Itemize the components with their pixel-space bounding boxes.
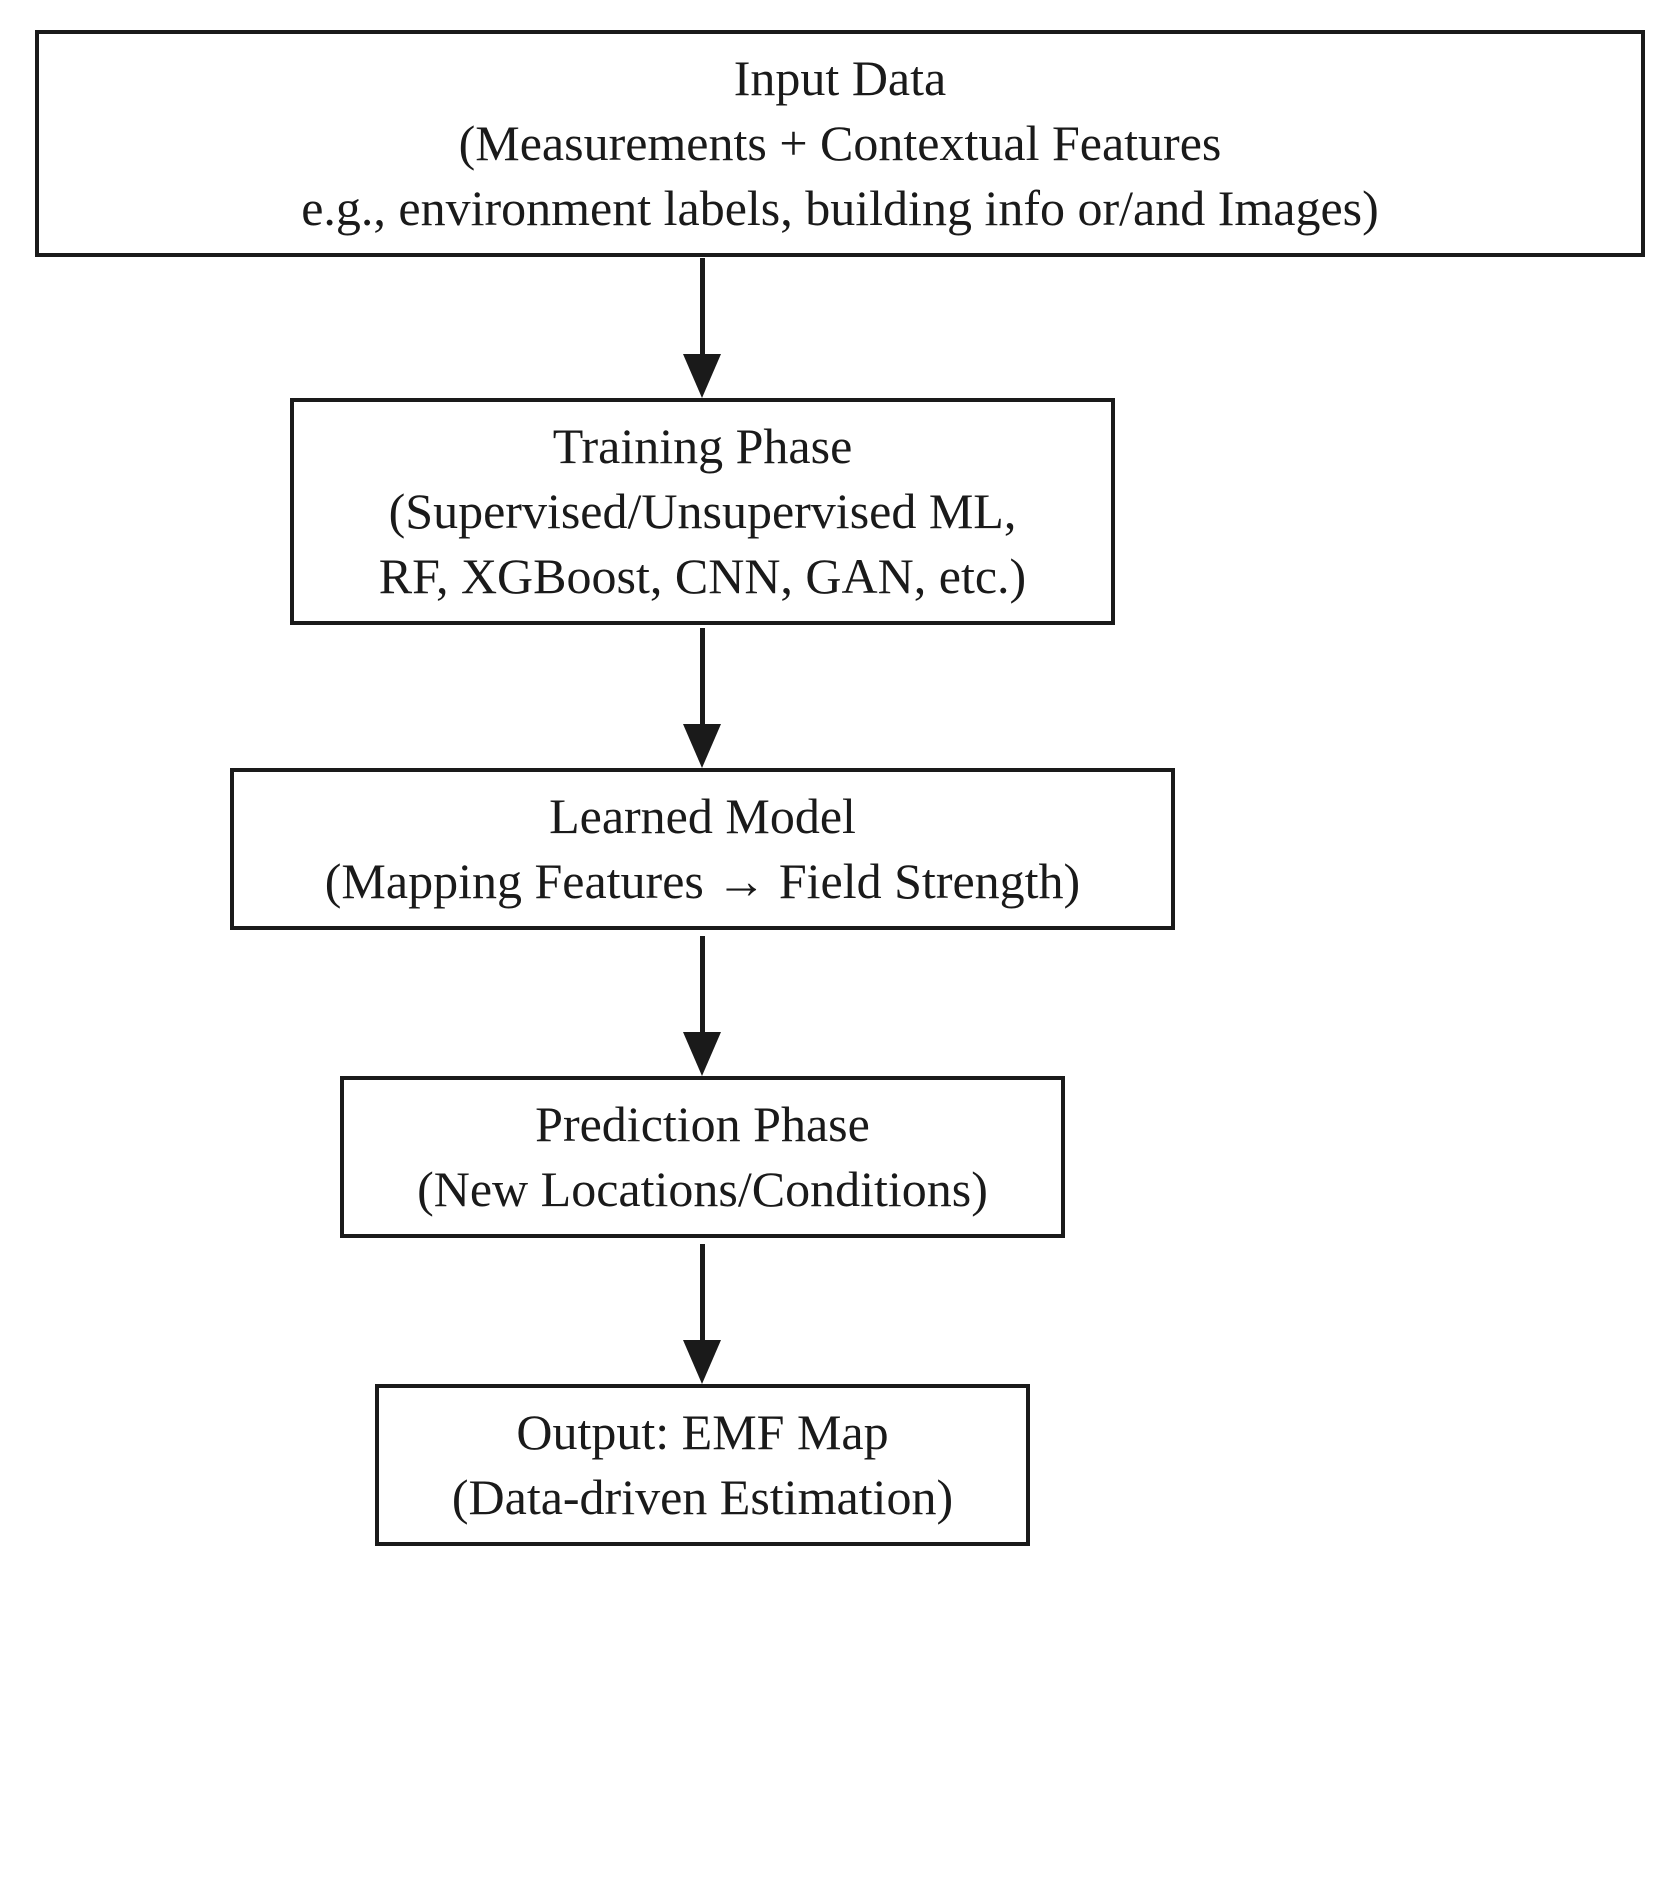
node-learned-model-detail-1: (Mapping Features → Field Strength) (324, 853, 1081, 909)
node-output-emf-map-title: Output: EMF Map (516, 1404, 889, 1460)
arrow-stem (700, 1244, 705, 1340)
arrow-training-to-model (682, 628, 722, 768)
node-input-data (35, 30, 1645, 257)
arrow-head-icon (683, 724, 721, 768)
node-training-phase-detail-2: RF, XGBoost, CNN, GAN, etc.) (378, 548, 1027, 604)
node-input-data-detail-2: e.g., environment labels, building info or/and Images) (301, 180, 1379, 236)
node-output-emf-map (375, 1384, 1030, 1546)
node-training-phase-title: Training Phase (552, 418, 853, 474)
arrow-input-to-training (682, 258, 722, 398)
node-input-data-detail-1: (Measurements + Contextual Features (458, 115, 1222, 171)
node-training-phase (290, 398, 1115, 625)
node-input-data-title: Input Data (733, 50, 947, 106)
arrow-stem (700, 258, 705, 354)
node-prediction-phase-detail-1: (New Locations/Conditions) (417, 1161, 988, 1217)
arrow-head-icon (683, 354, 721, 398)
arrow-stem (700, 628, 705, 724)
node-learned-model-title: Learned Model (549, 788, 856, 844)
node-output-emf-map-detail-1: (Data-driven Estimation) (451, 1469, 954, 1525)
node-prediction-phase-title: Prediction Phase (535, 1096, 870, 1152)
node-prediction-phase (340, 1076, 1065, 1238)
node-training-phase-detail-1: (Supervised/Unsupervised ML, (388, 483, 1017, 539)
arrow-stem (700, 936, 705, 1032)
arrow-prediction-to-output (682, 1244, 722, 1384)
node-learned-model (230, 768, 1175, 930)
arrow-model-to-prediction (682, 936, 722, 1076)
arrow-head-icon (683, 1032, 721, 1076)
arrow-head-icon (683, 1340, 721, 1384)
